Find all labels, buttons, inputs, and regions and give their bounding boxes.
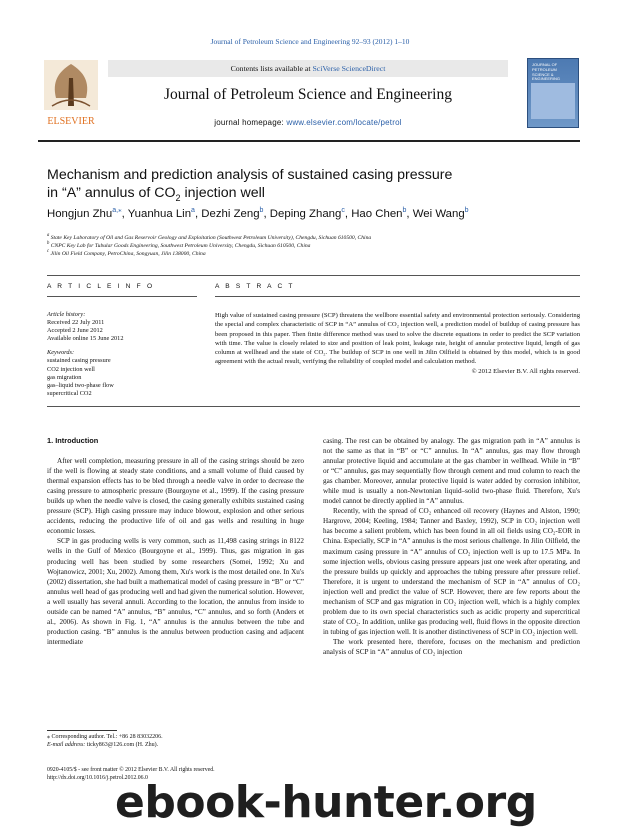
abstract-end-rule	[47, 406, 580, 407]
corresponding-author: ⁎ Corresponding author. Tel.: +86 28 83032206.	[47, 734, 163, 740]
publisher-name: ELSEVIER	[47, 116, 95, 127]
abstract-rule	[215, 296, 580, 297]
keyword: supercritical CO2	[47, 389, 92, 397]
article-info	[47, 311, 197, 398]
abstract-text: High value of sustained casing pressure (SCP) threatens the wellbore essential safety and environmental protection seriously. Considering the special and complex characteristic of SCP in “A” annulus of CO₂ injection well, a prediction model of buildup of casing pressure has been proposed in this paper. Then finite difference method was used to solve the discrete equations in order to predict the SCP variation with time. The value is closely related to size and position of leak point, leakage rate, height of annular protective liquid, length of gas column at wellhead and the state of CO₂. The buildup of SCP in one well in Jilin Oilfield is obtained by this model, which is in good agreement with the actual result, verifying the reliability of coupled model and calculation method.	[215, 312, 580, 366]
affiliation-a: $^a$ State Key Laboratory of Oil and Gas Reservoir Geology and Exploitation (Southwest Petroleum University), Chengdu, Sichuan 610500, China	[47, 233, 372, 241]
title-line-1: Mechanism and prediction analysis of sustained casing pressure	[47, 167, 453, 183]
author-affiliation-mark[interactable]: b	[402, 207, 407, 214]
keyword: sustained casing pressure	[47, 357, 111, 365]
author: Yuanhua Lin$^a$	[127, 207, 195, 220]
homepage-link[interactable]: www.elsevier.com/locate/petrol	[286, 118, 402, 127]
journal-cover-image	[527, 58, 579, 128]
email-link[interactable]: ticky863@126.com (H. Zhu).	[86, 742, 159, 748]
paragraph: casing. The rest can be obtained by analogy. The gas migration path in “A” annulus is not the same as that in “B” or “C” annulus. In “A” annulus, gas may flow through annular protective liquid and accumulate at the gas chamber in wellhead. While in “B” or “C” annulus, gas may sequentially flow through cement and mud column to reach the gas chamber. Moreover, annular protective liquid is water added by corrosion inhibitor, while mud is usually a non-Newtonian liquid–solid two-phase fluid. Therefore, Xu's model cannot be directly applied in “A” annulus.	[323, 437, 580, 506]
footnote	[47, 733, 304, 749]
paragraph: Recently, with the spread of CO₂ enhanced oil recovery (Haynes and Alston, 1990; Hargrove, 2004; Keeling, 1984; Tanner and Baxley, 1992), SCP in CO₂ injection well has become a salient problem, which has been found in all oil fields using CO₂-EOR in China. Especially, SCP in “A” annulus is the most serious challenge. In Jilin Oilfield, the maximum casing pressure in “A” annulus of CO₂ injection well is up to 17.5 MPa. In some injection wells, obvious casing pressure appears just one week after operating, and the pressure builds up quickly and approaches the tubing pressure after pressure relief. Therefore, it is urgent to understand the mechanism of SCP in “A” annulus of CO₂ injection well and predict the value of SCP. However, there are few reports about the mechanism of SCP and gas migration in CO₂ injection well, which is a highly complex problem due to its own special characteristics such as acidic property and supercritical state of CO₂. In addition, unlike gas producing well, fluid flows in the opposite direction in tubing of gas injection well. It is another distinctiveness of SCP in CO₂ injection well.	[323, 507, 580, 636]
author-affiliation-mark[interactable]: a,⁎	[112, 207, 122, 214]
affiliation-b: $^b$ CNPC Key Lab for Tubular Goods Engineering, Southwest Petroleum University, Chengdu, Sichuan 610500, China	[47, 241, 311, 249]
contents-bar	[108, 60, 508, 77]
author-affiliation-mark[interactable]: b	[464, 207, 469, 214]
sciencedirect-link[interactable]: SciVerse ScienceDirect	[312, 64, 386, 73]
title-rule	[47, 275, 580, 276]
author: Deping Zhang$^c$	[269, 207, 345, 220]
paper-title	[47, 166, 567, 207]
history-label: Article history:	[47, 311, 86, 318]
section-heading: 1. Introduction	[47, 436, 99, 445]
paragraph: The work presented here, therefore, focuses on the mechanism and prediction analysis of SCP in “A” annulus of CO₂ injection	[323, 637, 580, 656]
journal-reference[interactable]: Journal of Petroleum Science and Engineering 92–93 (2012) 1–10	[210, 37, 410, 46]
paragraph: After well completion, measuring pressure in all of the casing strings should be zero if the well is flowing at steady state conditions, and a small volume of fluid caused by thermal expansion effects has to be bled through a needle valve in order to decrease the casing pressure to atmospheric pressure (Bourgoyne et al., 1999). If the casing pressure builds up when the needle valve is closed, the casing generally exhibits sustained casing pressure (SCP). High casing pressure may induce blowout, explosion and other serious accidents, reducing the productive life of oil and gas wells and resulting in huge economic losses.	[47, 457, 304, 536]
abstract-copyright: © 2012 Elsevier B.V. All rights reserved.	[471, 367, 580, 375]
author-list: Hongjun Zhu$^{a,⁎}$, Yuanhua Lin$^a$, Dezhi Zeng$^b$, Deping Zhang$^c$, Hao Chen$^b$, Wei Wang$^b$	[47, 207, 469, 220]
body-right-column	[323, 436, 580, 657]
paragraph: SCP in gas producing wells is very common, such as 11,498 casing strings in 8122 wells in the Gulf of Mexico (Bourgoyne et al., 1999). Thus, gas migration in gas producing well has been studied by some researchers (Somei, 1992; Xu and Wojtanowicz, 2001; Xu, 2002). Among them, Xu's work is the most detailed one. In Xu's (2002) dissertation, she had built a mathematical model of casing pressure in “B” or “C” annulus well head of gas producing well and had given the numerical solution. However, a well usually has several annuli. According to the location, the annulus from inside to outside can be named “A” annulus, “B” annulus, “C” annulus, and so forth (Anders et al., 2006). As shown in Fig. 1, “A” annulus is the annulus between the tube and production casing. “B” annulus is the annulus between production casing and adjacent intermediate	[47, 537, 304, 646]
keyword: gas–liquid two-phase flow	[47, 381, 114, 389]
keyword: gas migration	[47, 373, 82, 381]
author-affiliation-mark[interactable]: c	[341, 207, 345, 214]
elsevier-logo	[38, 58, 104, 130]
author: Wei Wang$^b$	[412, 207, 469, 220]
abstract-heading: A B S T R A C T	[215, 283, 295, 290]
history-received: Received 22 July 2011	[47, 319, 105, 327]
author-affiliation-mark[interactable]: a	[191, 207, 195, 214]
doi-link[interactable]: http://dx.doi.org/10.1016/j.petrol.2012.06.0	[47, 774, 148, 781]
title-line-2: in “A” annulus of $CO_2$ injection well	[47, 185, 265, 203]
journal-homepage	[108, 118, 508, 127]
contents-prefix: Contents lists available at	[230, 64, 313, 73]
keywords-label: Keywords:	[47, 349, 75, 357]
abstract-body	[215, 311, 580, 376]
body-left-column	[47, 434, 304, 647]
watermark: ebook-hunter.org	[115, 777, 537, 828]
issn-line: 0920-4105/$ - see front matter © 2012 Elsevier B.V. All rights reserved.	[47, 767, 215, 773]
header-rule	[38, 140, 580, 142]
email-line: E-mail address: ticky863@126.com (H. Zhu).	[47, 742, 159, 748]
author: Dezhi Zeng$^b$	[201, 207, 264, 220]
journal-title: Journal of Petroleum Science and Engineering	[164, 86, 452, 103]
history-accepted: Accepted 2 June 2012	[47, 327, 103, 335]
author-affiliation-mark[interactable]: b	[259, 207, 264, 214]
article-info-rule	[47, 296, 197, 297]
author: Hongjun Zhu$^{a,⁎}$	[47, 207, 122, 220]
footnote-rule	[47, 730, 117, 731]
affiliation-c: $^c$ Jilin Oil Field Company, PetroChina, Songyuan, Jilin 138000, China	[47, 249, 206, 257]
article-info-heading: A R T I C L E I N F O	[47, 283, 155, 290]
cover-band	[531, 83, 575, 119]
keyword: CO2 injection well	[47, 365, 95, 373]
author: Hao Chen$^b$	[351, 207, 407, 220]
cover-title: JOURNAL OF PETROLEUM SCIENCE & ENGINEERING	[532, 62, 561, 82]
history-online: Available online 15 June 2012	[47, 335, 124, 343]
homepage-prefix: journal homepage:	[214, 118, 287, 127]
